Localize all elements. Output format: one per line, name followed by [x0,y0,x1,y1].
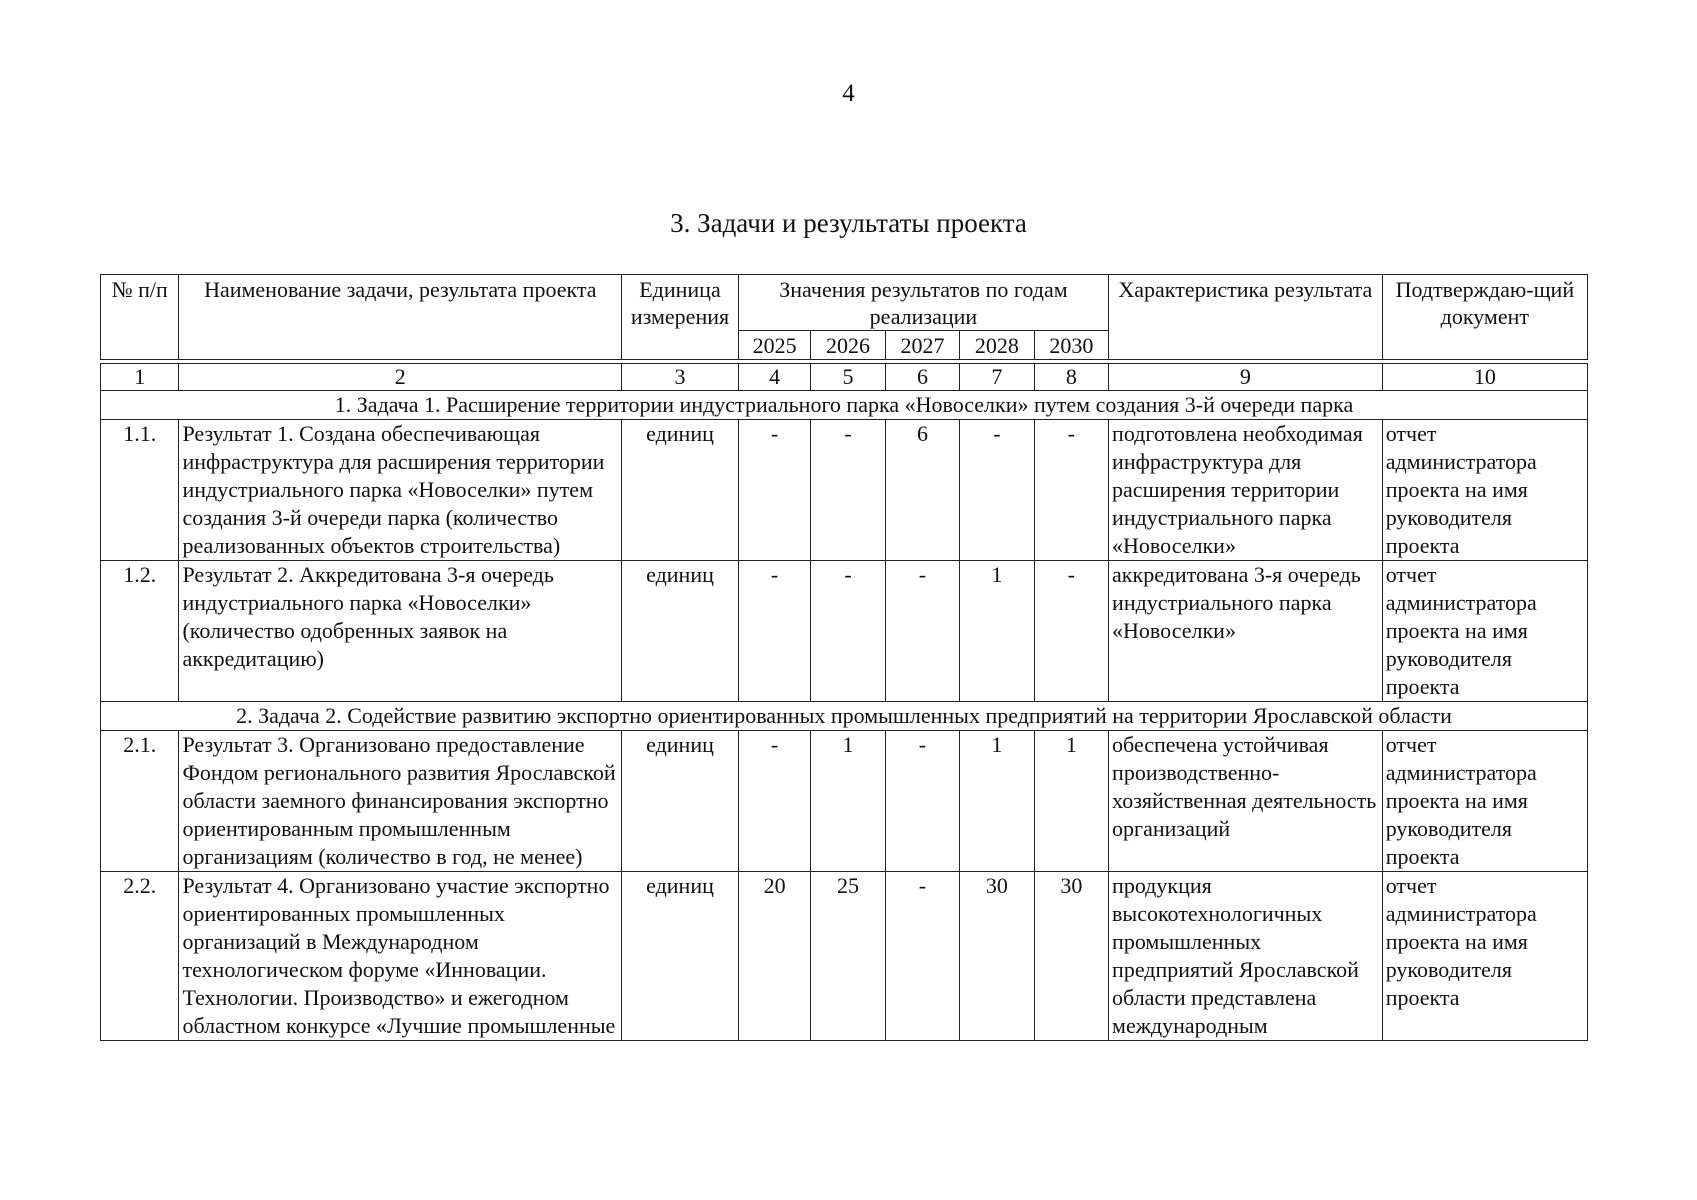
column-number: 4 [738,364,810,391]
result-value-2030: - [1034,561,1108,702]
result-value-2028: - [960,420,1034,561]
result-unit: единиц [622,561,739,702]
column-number: 6 [885,364,959,391]
header-year: 2027 [885,331,959,360]
table-row [101,420,1588,561]
results-table [100,274,1588,1041]
column-number: 8 [1034,364,1108,391]
header-year: 2026 [811,331,885,360]
result-name: Результат 2. Аккредитована 3-я очередь индустриального парка «Новоселки» (количество одобренных заявок на аккредитацию) [179,561,622,702]
result-name: Результат 3. Организовано предоставление Фондом регионального развития Ярославской области заемного финансирования экспортно ориентированным промышленным организациям (количество в год, не менее) [179,731,622,872]
header-year: 2030 [1034,331,1108,360]
section-title: 3. Задачи и результаты проекта [670,208,1027,238]
result-document: отчет администратора проекта на имя руководителя проекта [1382,872,1587,1041]
column-number: 1 [101,364,179,391]
result-unit: единиц [622,731,739,872]
task-title: 1. Задача 1. Расширение территории индустриального парка «Новоселки» путем создания 3-й очереди парка [101,391,1588,420]
header-characteristic: Характеристика результата [1109,275,1383,360]
task-title: 2. Задача 2. Содействие развитию экспортно ориентированных промышленных предприятий на территории Ярославской области [101,702,1588,731]
result-value-2027: 6 [885,420,959,561]
table-row [101,731,1588,872]
header-year: 2025 [738,331,810,360]
result-value-2025: - [738,731,810,872]
result-number: 1.1. [101,420,179,561]
result-value-2028: 1 [960,731,1034,872]
result-document: отчет администратора проекта на имя руководителя проекта [1382,561,1587,702]
result-name: Результат 4. Организовано участие экспортно ориентированных промышленных организаций в Международном технологическом форуме «Инновации. Технологии. Производство» и ежегодном областном конкурсе «Лучшие промышленные [179,872,622,1041]
page-number: 4 [842,80,855,107]
result-value-2030: 30 [1034,872,1108,1041]
result-number: 2.2. [101,872,179,1041]
column-number: 10 [1382,364,1587,391]
result-value-2027: - [885,561,959,702]
result-characteristic: обеспечена устойчивая производственно-хозяйственная деятельность организаций [1109,731,1383,872]
header-name: Наименование задачи, результата проекта [179,275,622,360]
result-value-2028: 30 [960,872,1034,1041]
column-number: 7 [960,364,1034,391]
header-document: Подтверждаю-щий документ [1382,275,1587,360]
result-unit: единиц [622,872,739,1041]
result-value-2025: - [738,420,810,561]
result-document: отчет администратора проекта на имя руководителя проекта [1382,731,1587,872]
result-value-2027: - [885,731,959,872]
result-name: Результат 1. Создана обеспечивающая инфраструктура для расширения территории индустриального парка «Новоселки» путем создания 3-й очереди парка (количество реализованных объектов строительства) [179,420,622,561]
result-characteristic: подготовлена необходимая инфраструктура для расширения территории индустриального парка «Новоселки» [1109,420,1383,561]
column-number: 9 [1109,364,1383,391]
result-number: 1.2. [101,561,179,702]
result-number: 2.1. [101,731,179,872]
result-value-2026: 25 [811,872,885,1041]
header-values: Значения результатов по годам реализации [738,275,1108,331]
result-document: отчет администратора проекта на имя руководителя проекта [1382,420,1587,561]
result-value-2026: - [811,561,885,702]
result-characteristic: аккредитована 3-я очередь индустриального парка «Новоселки» [1109,561,1383,702]
result-value-2025: 20 [738,872,810,1041]
result-value-2026: - [811,420,885,561]
table-row [101,561,1588,702]
column-number: 3 [622,364,739,391]
result-value-2025: - [738,561,810,702]
result-unit: единиц [622,420,739,561]
header-year: 2028 [960,331,1034,360]
result-value-2030: 1 [1034,731,1108,872]
result-characteristic: продукция высокотехнологичных промышленных предприятий Ярославской области представлена международным [1109,872,1383,1041]
result-value-2026: 1 [811,731,885,872]
result-value-2030: - [1034,420,1108,561]
column-number: 2 [179,364,622,391]
column-number: 5 [811,364,885,391]
result-value-2028: 1 [960,561,1034,702]
header-num: № п/п [101,275,179,360]
result-value-2027: - [885,872,959,1041]
table-row [101,872,1588,1041]
header-unit: Единица измерения [622,275,739,360]
